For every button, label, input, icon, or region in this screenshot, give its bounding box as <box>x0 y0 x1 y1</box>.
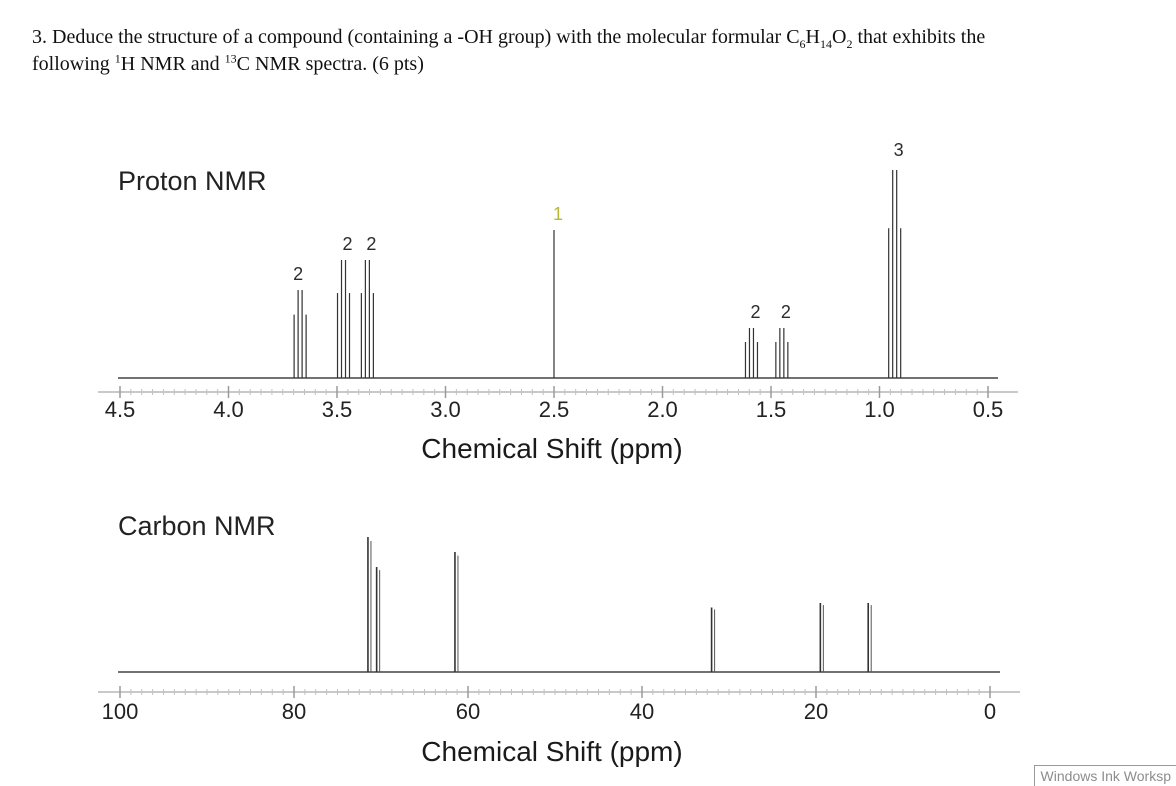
integration-label: 2 <box>366 234 377 254</box>
x-tick-label: 2.5 <box>538 397 570 422</box>
x-tick-label: 1.0 <box>864 397 895 422</box>
integration-label: 2 <box>780 302 791 322</box>
integration-label: 1 <box>552 204 564 224</box>
integration-label: 2 <box>750 302 761 322</box>
x-tick-label: 4.5 <box>104 397 136 422</box>
x-tick-label: 2.0 <box>647 397 678 422</box>
x-tick-label: 0.5 <box>972 397 1004 422</box>
x-axis-title: Chemical Shift (ppm) <box>421 736 683 767</box>
spectrum-title: Proton NMR <box>118 166 267 196</box>
x-tick-label: 3.0 <box>430 397 461 422</box>
x-tick-label: 3.5 <box>321 397 353 422</box>
x-tick-label: 20 <box>803 699 829 724</box>
question-line-2: following $^1$H NMR and $^{13}$C NMR spectra. (6 pts) <box>32 51 424 75</box>
x-axis-title: Chemical Shift (ppm) <box>421 433 683 464</box>
x-tick-label: 100 <box>101 699 139 724</box>
x-tick-label: 4.0 <box>213 397 244 422</box>
integration-label: 2 <box>293 264 304 284</box>
spectrum-title: Carbon NMR <box>118 511 276 541</box>
windows-ink-workspace-label[interactable]: Windows Ink Worksp <box>1034 765 1176 786</box>
x-tick-label: 60 <box>455 699 481 724</box>
x-tick-label: 0 <box>983 699 997 724</box>
x-tick-label: 80 <box>281 699 307 724</box>
integration-label: 3 <box>893 140 904 160</box>
integration-label: 2 <box>342 234 353 254</box>
x-tick-label: 40 <box>629 699 655 724</box>
x-tick-label: 1.5 <box>755 397 787 422</box>
question-line-1: 3. Deduce the structure of a compound (containing a -OH group) with the molecular formular $C_6H_{14}O_2$ that exhibits the <box>32 26 986 51</box>
